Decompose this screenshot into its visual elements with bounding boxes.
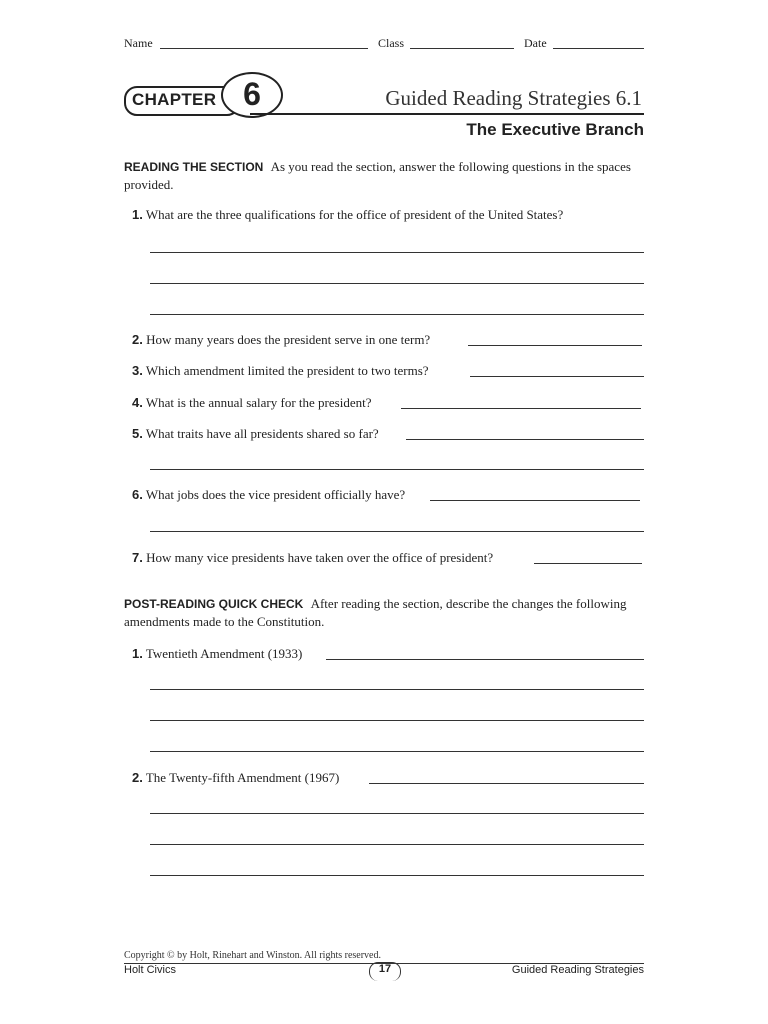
footer-section: Guided Reading Strategies xyxy=(511,964,644,976)
page-subtitle: The Executive Branch xyxy=(466,120,644,139)
post-reading-item-2: 2. The Twenty-fifth Amendment (1967) xyxy=(132,770,340,785)
reading-instructions xyxy=(124,158,646,194)
copyright: Copyright © by Holt, Rinehart and Winston. All rights reserved. xyxy=(124,950,381,961)
chapter-number: 6 xyxy=(243,76,261,112)
post-reading-heading: POST-READING QUICK CHECK xyxy=(124,597,304,611)
question-2: 2. How many years does the president serve in one term? xyxy=(132,332,431,347)
page-number: 17 xyxy=(378,963,392,975)
answer-line[interactable] xyxy=(150,751,644,752)
reading-instructions-text: As you read the section, answer the following questions in the spaces provided. xyxy=(124,159,631,192)
answer-line[interactable] xyxy=(150,813,644,814)
question-3: 3. Which amendment limited the president to two terms? xyxy=(132,363,429,378)
answer-line[interactable] xyxy=(150,720,644,721)
answer-blank[interactable] xyxy=(406,428,644,440)
answer-line[interactable] xyxy=(150,531,644,532)
post-reading-instructions xyxy=(124,595,646,631)
chapter-rule xyxy=(250,113,644,115)
page-title: Guided Reading Strategies 6.1 xyxy=(385,86,642,110)
answer-line[interactable] xyxy=(150,875,644,876)
answer-line[interactable] xyxy=(150,283,644,284)
name-field[interactable] xyxy=(160,37,368,49)
class-field[interactable] xyxy=(410,37,514,49)
answer-blank[interactable] xyxy=(534,552,642,564)
question-4: 4. What is the annual salary for the president? xyxy=(132,395,372,410)
answer-line[interactable] xyxy=(150,252,644,253)
answer-blank[interactable] xyxy=(369,772,644,784)
answer-line[interactable] xyxy=(150,844,644,845)
footer-book: Holt Civics xyxy=(124,964,176,976)
answer-blank[interactable] xyxy=(468,334,642,346)
post-reading-item-1: 1. Twentieth Amendment (1933) xyxy=(132,646,303,661)
answer-blank[interactable] xyxy=(470,365,644,377)
class-label: Class xyxy=(378,36,405,50)
date-label: Date xyxy=(524,36,547,50)
answer-line[interactable] xyxy=(150,314,644,315)
question-1: 1. What are the three qualifications for the office of president of the United States? xyxy=(132,207,564,222)
answer-blank[interactable] xyxy=(430,489,640,501)
post-reading-instructions-text: After reading the section, describe the changes the following amendments made to the Constitution. xyxy=(124,596,627,629)
answer-line[interactable] xyxy=(150,689,644,690)
name-label: Name xyxy=(124,36,153,50)
question-6: 6. What jobs does the vice president officially have? xyxy=(132,487,406,502)
answer-line[interactable] xyxy=(150,469,644,470)
question-5: 5. What traits have all presidents shared so far? xyxy=(132,426,379,441)
date-field[interactable] xyxy=(553,37,644,49)
chapter-word: CHAPTER xyxy=(132,90,217,109)
question-7: 7. How many vice presidents have taken over the office of president? xyxy=(132,550,494,565)
answer-blank[interactable] xyxy=(326,648,644,660)
answer-blank[interactable] xyxy=(401,397,641,409)
reading-heading: READING THE SECTION xyxy=(124,160,264,174)
